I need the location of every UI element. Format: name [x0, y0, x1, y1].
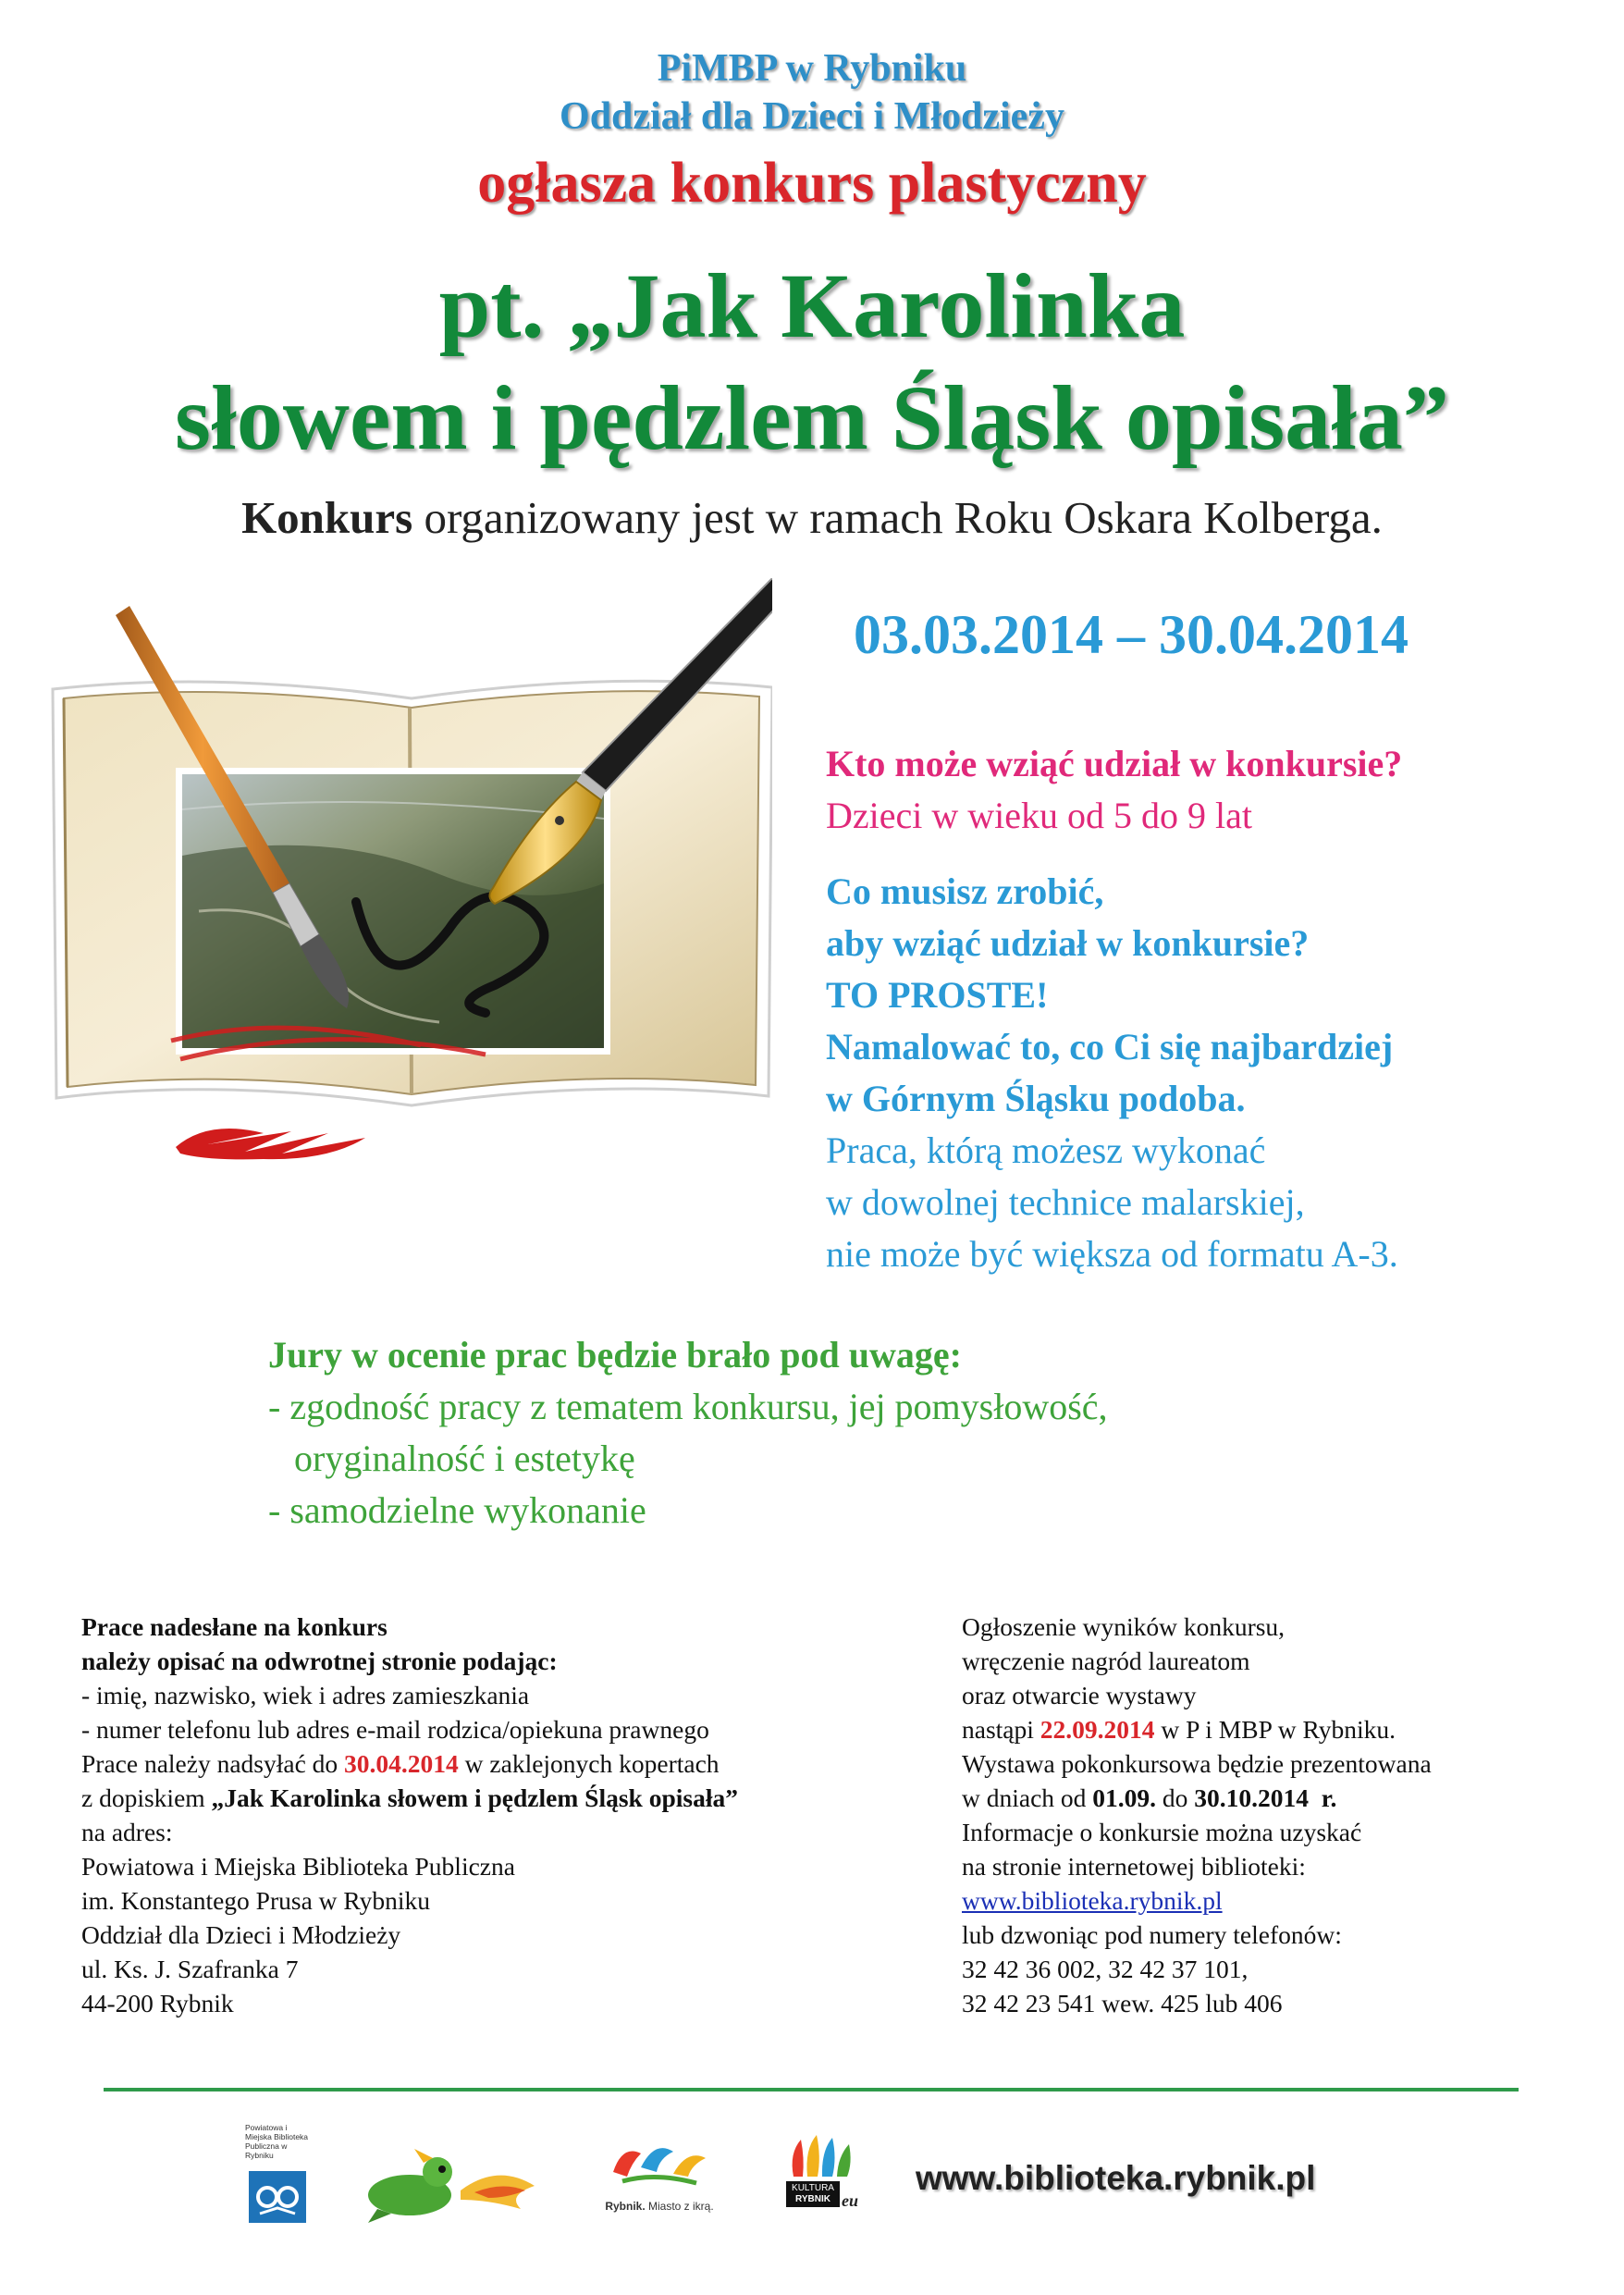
what-line3: TO PROSTE! — [826, 974, 1049, 1016]
left-line10: Oddział dla Dzieci i Młodzieży — [81, 1920, 401, 1949]
right-line11: 32 42 23 541 wew. 425 lub 406 — [962, 1989, 1283, 2017]
right-line6-d2: 30.10.2014 — [1194, 1783, 1310, 1812]
rybnik-caption — [599, 2200, 720, 2213]
subtitle — [0, 490, 1624, 546]
left-line3: - imię, nazwisko, wiek i adres zamieszkania — [81, 1681, 530, 1709]
dragon-logo — [359, 2144, 544, 2227]
right-line6 — [962, 1781, 1432, 1815]
right-line4-a: nastąpi — [962, 1715, 1040, 1744]
kultura-line1: KULTURA — [792, 2183, 834, 2193]
announcement: ogłasza konkurs plastyczny — [477, 152, 1147, 215]
left-line9: im. Konstantego Prusa w Rybniku — [81, 1886, 431, 1915]
what-line5: w Górnym Śląsku podoba. — [826, 1078, 1246, 1119]
book-illustration — [51, 578, 772, 1170]
right-line9: lub dzwoniąc pod numery telefonów: — [962, 1920, 1342, 1949]
jury-line3: - samodzielne wykonanie — [268, 1489, 646, 1531]
rybnik-slogan: Miasto z ikrą. — [648, 2200, 714, 2213]
right-line6-b: do — [1156, 1783, 1195, 1812]
what-line6: Praca, którą możesz wykonać — [826, 1129, 1266, 1171]
right-line4 — [962, 1712, 1432, 1746]
jury-line1: - zgodność pracy z tematem konkursu, jej pomysłowość, — [268, 1386, 1108, 1427]
who-answer: Dzieci w wieku od 5 do 9 lat — [826, 795, 1252, 836]
what-block — [826, 866, 1398, 1280]
left-line4: - numer telefonu lub adres e-mail rodzica/opiekuna prawnego — [81, 1715, 709, 1744]
left-line6-title: „Jak Karolinka słowem i pędzlem Śląsk opisała” — [211, 1783, 738, 1812]
results-info — [962, 1610, 1432, 2020]
owl-book-icon — [247, 2169, 308, 2225]
right-line6-c: r. — [1309, 1783, 1337, 1812]
rybnik-city-logo — [599, 2135, 720, 2227]
kultura-badge — [786, 2181, 840, 2207]
right-line2: wręczenie nagród laureatom — [962, 1647, 1250, 1675]
left-line5 — [81, 1746, 738, 1781]
left-line5-b: w zaklejonych kopertach — [458, 1749, 720, 1778]
title-line1: pt. „Jak Karolinka — [438, 254, 1186, 357]
left-line7: na adres: — [81, 1818, 173, 1846]
what-line1: Co musisz zrobić, — [826, 870, 1104, 912]
right-line7: Informacje o konkursie można uzyskać — [962, 1818, 1362, 1846]
right-line6-d1: 01.09. — [1092, 1783, 1157, 1812]
what-line2: aby wziąć udział w konkursie? — [826, 922, 1310, 964]
org-name-line1: PiMBP w Rybniku — [657, 47, 967, 90]
footer-website[interactable]: www.biblioteka.rybnik.pl — [916, 2159, 1316, 2197]
library-logo — [245, 2123, 314, 2229]
right-line6-a: w dniach od — [962, 1783, 1093, 1812]
left-line6-a: z dopiskiem — [81, 1783, 212, 1812]
rybnik-fish-icon — [599, 2135, 720, 2190]
right-line3: oraz otwarcie wystawy — [962, 1681, 1197, 1709]
footer-divider — [104, 2088, 1519, 2091]
right-line4-b: w P i MBP w Rybniku. — [1154, 1715, 1396, 1744]
left-line5-a: Prace należy nadsyłać do — [81, 1749, 345, 1778]
left-line8: Powiatowa i Miejska Biblioteka Publiczna — [81, 1852, 515, 1881]
who-question: Kto może wziąć udział w konkursie? — [826, 743, 1403, 784]
right-line10: 32 42 36 002, 32 42 37 101, — [962, 1955, 1249, 1983]
dragon-icon — [359, 2144, 544, 2227]
left-line11: ul. Ks. J. Szafranka 7 — [81, 1955, 299, 1983]
jury-line2: oryginalność i estetykę — [294, 1437, 635, 1479]
left-line12: 44-200 Rybnik — [81, 1989, 234, 2017]
kultura-line2: RYBNIK — [795, 2194, 830, 2204]
right-line8: na stronie internetowej biblioteki: — [962, 1852, 1306, 1881]
kultura-suffix: eu — [842, 2191, 858, 2210]
rybnik-caption-name: Rybnik. — [605, 2200, 646, 2213]
library-logo-text: Powiatowa i Miejska Biblioteka Publiczna w Rybniku — [245, 2123, 309, 2160]
subtitle-bold: Konkurs — [241, 492, 413, 543]
org-name-line2: Oddział dla Dzieci i Młodzieży — [560, 95, 1064, 138]
jury-block — [268, 1329, 1108, 1536]
what-line7: w dowolnej technice malarskiej, — [826, 1181, 1305, 1223]
submission-info — [81, 1610, 738, 2020]
left-line1: Prace nadesłane na konkurs — [81, 1612, 388, 1641]
kultura-flames-icon — [784, 2130, 858, 2181]
contest-dates: 03.03.2014 – 30.04.2014 — [854, 604, 1409, 665]
what-line4: Namalować to, co Ci się najbardziej — [826, 1026, 1394, 1067]
subtitle-rest: organizowany jest w ramach Roku Oskara Kolberga. — [412, 492, 1383, 543]
what-line8: nie może być większa od formatu A-3. — [826, 1233, 1398, 1275]
title-line2: słowem i pędzlem Śląsk opisała” — [175, 366, 1449, 469]
left-line6 — [81, 1781, 738, 1815]
left-line5-date: 30.04.2014 — [344, 1749, 459, 1778]
library-website-link[interactable]: www.biblioteka.rybnik.pl — [962, 1886, 1223, 1915]
jury-heading: Jury w ocenie prac będzie brało pod uwagę: — [268, 1334, 962, 1376]
right-line4-date: 22.09.2014 — [1040, 1715, 1155, 1744]
kultura-rybnik-logo — [784, 2130, 886, 2227]
right-line1: Ogłoszenie wyników konkursu, — [962, 1612, 1286, 1641]
left-line2: należy opisać na odwrotnej stronie podając: — [81, 1647, 558, 1675]
right-line5: Wystawa pokonkursowa będzie prezentowana — [962, 1749, 1432, 1778]
